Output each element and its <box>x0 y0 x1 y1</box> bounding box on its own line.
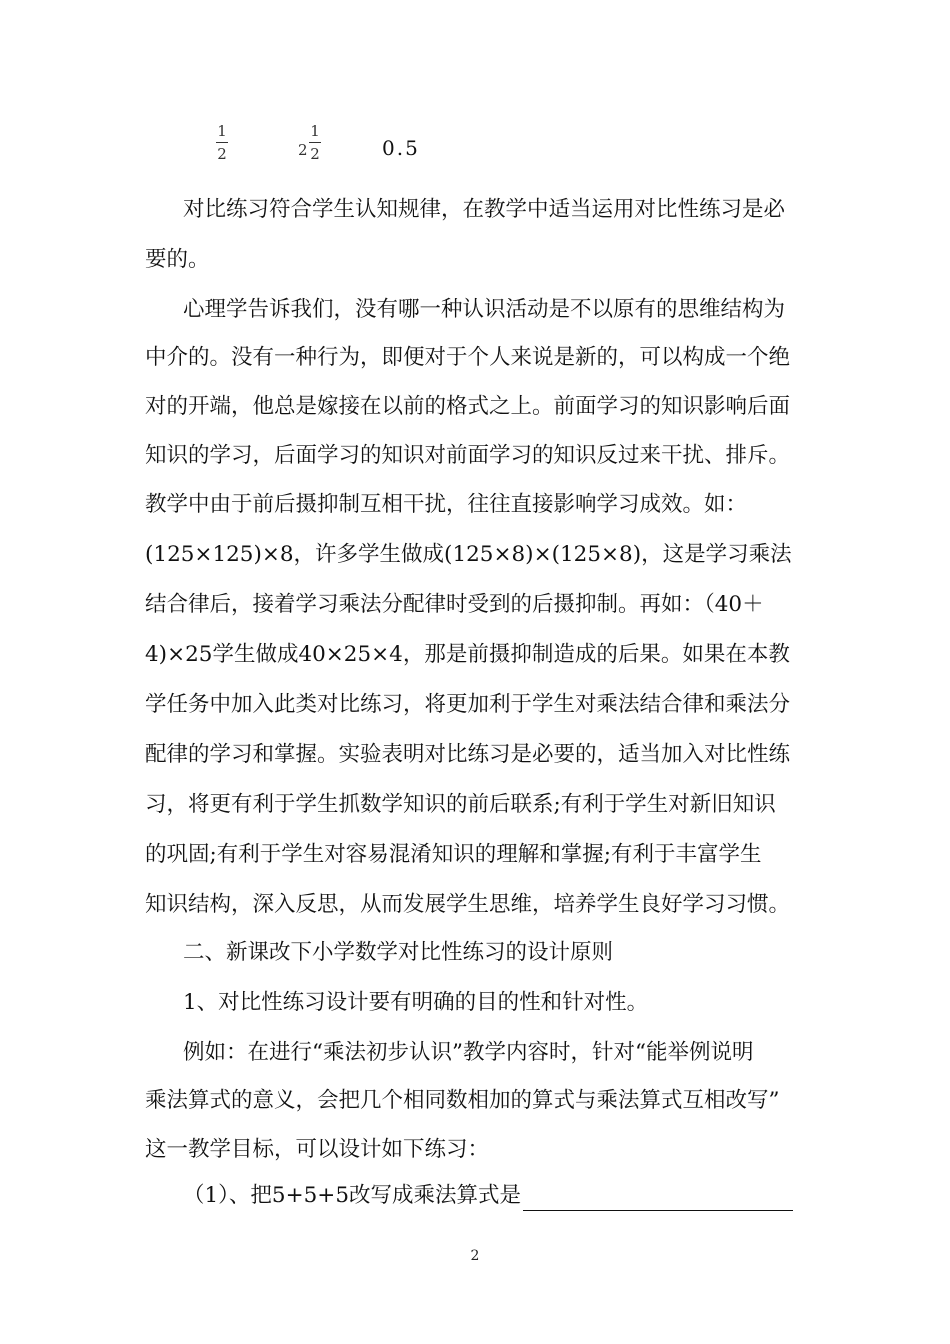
answer-blank <box>523 1186 793 1211</box>
text-line: 中介的。没有一种行为，即便对于个人来说是新的，可以构成一个绝 <box>145 345 791 370</box>
text-line: 知识的学习，后面学习的知识对前面学习的知识反过来干扰、排斥。 <box>145 443 791 468</box>
text-line: 例如：在进行“乘法初步认识”教学内容时，针对“能举例说明 <box>183 1040 754 1065</box>
fraction-bar <box>216 142 228 143</box>
fraction-mixed-part <box>309 122 321 163</box>
text-line: 对比练习符合学生认知规律，在教学中适当运用对比性练习是必 <box>183 197 786 222</box>
text-line: (125×125)×8，许多学生做成(125×8)×(125×8)，这是学习乘法 <box>145 542 792 567</box>
text-line: 学任务中加入此类对比练习，将更加利于学生对乘法结合律和乘法分 <box>145 692 791 717</box>
subsection-heading: 1、对比性练习设计要有明确的目的性和针对性。 <box>183 990 649 1015</box>
text-line: 知识结构，深入反思，从而发展学生思维，培养学生良好学习习惯。 <box>145 892 791 917</box>
text-line: 结合律后，接着学习乘法分配律时受到的后摄抑制。再如：（40＋ <box>145 592 764 617</box>
text-line: 这一教学目标，可以设计如下练习： <box>145 1137 490 1162</box>
decimal-value: 0.5 <box>382 136 420 160</box>
fraction-one-half <box>216 122 228 163</box>
exercise-item <box>183 1181 793 1211</box>
text-line: 的巩固;有利于学生对容易混淆知识的理解和掌握;有利于丰富学生 <box>145 842 762 867</box>
text-line: 配律的学习和掌握。实验表明对比练习是必要的，适当加入对比性练 <box>145 742 791 767</box>
fraction-examples <box>0 122 950 182</box>
denominator: 2 <box>310 145 320 163</box>
page-number: 2 <box>470 1248 480 1264</box>
text-line: 乘法算式的意义，会把几个相同数相加的算式与乘法算式互相改写” <box>145 1088 780 1113</box>
text-line: 习，将更有利于学生抓数学知识的前后联系;有利于学生对新旧知识 <box>145 792 776 817</box>
numerator: 1 <box>217 122 227 140</box>
section-heading: 二、新课改下小学数学对比性练习的设计原则 <box>183 940 614 965</box>
exercise-text: （1）、把5+5+5改写成乘法算式是 <box>183 1183 521 1208</box>
fraction-bar <box>309 142 321 143</box>
denominator: 2 <box>217 145 227 163</box>
text-line: 4)×25学生做成40×25×4，那是前摄抑制造成的后果。如果在本教 <box>145 642 790 667</box>
text-line: 心理学告诉我们，没有哪一种认识活动是不以原有的思维结构为 <box>183 297 786 322</box>
text-line: 对的开端，他总是嫁接在以前的格式之上。前面学习的知识影响后面 <box>145 394 791 419</box>
numerator: 1 <box>310 122 320 140</box>
text-line: 要的。 <box>145 247 210 272</box>
mixed-whole: 2 <box>298 141 308 159</box>
text-line: 教学中由于前后摄抑制互相干扰，往往直接影响学习成效。如： <box>145 492 748 517</box>
